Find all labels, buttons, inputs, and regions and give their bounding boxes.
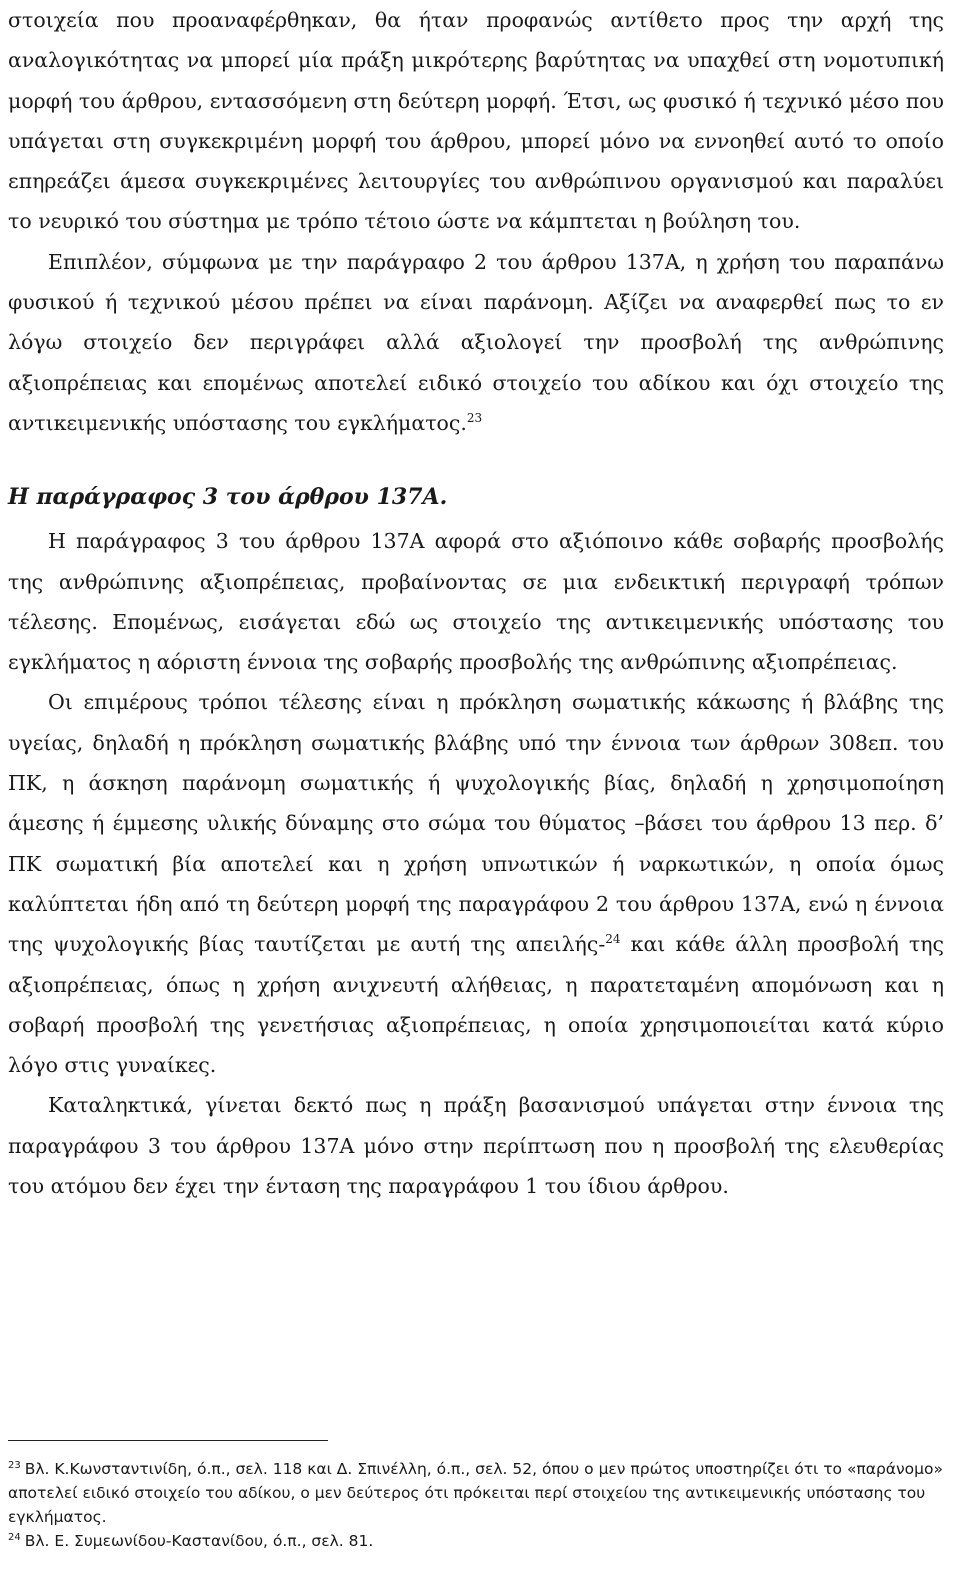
footnote-separator xyxy=(8,1440,328,1441)
footnote-number-23: 23 xyxy=(8,1459,21,1471)
paragraph-1-text: στοιχεία που προαναφέρθηκαν, θα ήταν προφανώς αντίθετο προς την αρχή της αναλογικότητας να μπορεί μία πράξη μικρότερης βαρύτητας να υπαχθεί στη νομοτυπική μορφή του άρθρου, εντασσόμενη στη δεύτερη μορφή. Έτσι, ως φυσικό ή τεχνικό μέσο που υπάγεται στη συγκεκριμένη μορφή του άρθρου, μπορεί μόνο να εννοηθεί αυτό το οποίο επηρεάζει άμεσα συγκεκριμένες λειτουργίες του ανθρώπινου οργανισμού και παραλύει το νευρικό του σύστημα με τρόπο τέτοιο ώστε να κάμπτεται η βούληση του. xyxy=(8,8,944,234)
footnote-text-23: Βλ. Κ.Κωνσταντινίδη, ό.π., σελ. 118 και Δ. Σπινέλλη, ό.π., σελ. 52, όπου ο μεν πρώτος υποστηρίζει ότι το «παράνομο» αποτελεί ειδικό στοιχείο του αδίκου, ο μεν δεύτερος ότι πρόκειται περί στοιχείου της αντικειμενικής υπόστασης του εγκλήματος. xyxy=(8,1460,943,1526)
paragraph-3-text: Η παράγραφος 3 του άρθρου 137Α αφορά στο αξιόποινο κάθε σοβαρής προσβολής της ανθρώπινης αξιοπρέπειας, προβαίνοντας σε μια ενδεικτική περιγραφή τρόπων τέλεσης. Επομένως, εισάγεται εδώ ως στοιχείο της αντικειμενικής υπόστασης του εγκλήματος η αόριστη έννοια της σοβαρής προσβολής της ανθρώπινης αξιοπρέπειας. xyxy=(8,529,944,675)
paragraph-continuation xyxy=(8,0,944,242)
paragraph-2-text: Επιπλέον, σύμφωνα με την παράγραφο 2 του άρθρου 137Α, η χρήση του παραπάνω φυσικού ή τεχνικού μέσου πρέπει να είναι παράνομη. Αξίζει να αναφερθεί πως το εν λόγω στοιχείο δεν περιγράφει αλλά αξιολογεί την προσβολή της ανθρώπινης αξιοπρέπειας και επομένως αποτελεί ειδικό στοιχείο του αδίκου και όχι στοιχείο της αντικειμενικής υπόστασης του εγκλήματος. xyxy=(8,249,944,435)
footnote-ref-24: 24 xyxy=(605,932,621,947)
paragraph-5-text: Καταληκτικά, γίνεται δεκτό πως η πράξη βασανισμού υπάγεται στην έννοια της παραγράφου 3 του άρθρου 137Α μόνο στην περίπτωση που η προσβολή της ελευθερίας του ατόμου δεν έχει την ένταση της παραγράφου 1 του ίδιου άρθρου. xyxy=(8,1093,944,1199)
footnote-number-24: 24 xyxy=(8,1531,21,1543)
footnote-23 xyxy=(8,1457,944,1529)
paragraph-5 xyxy=(8,1085,944,1206)
paragraph-2 xyxy=(8,242,944,443)
footnotes-section xyxy=(8,1440,944,1553)
paragraph-4 xyxy=(8,682,944,1085)
paragraph-4-text-b: και κάθε άλλη προσβολή της αξιοπρέπειας, όπως η χρήση ανιχνευτή αλήθειας, η παρατεταμένη απομόνωση και η σοβαρή προσβολή της γενετήσιας αξιοπρέπειας, η οποία χρησιμοποιείται κατά κύριο λόγο στις γυναίκες. xyxy=(8,932,944,1078)
footnote-text-24: Βλ. Ε. Συμεωνίδου-Καστανίδου, ό.π., σελ. 81. xyxy=(24,1532,374,1550)
document-page xyxy=(8,0,944,1206)
document-body xyxy=(8,0,944,1206)
footnote-24 xyxy=(8,1529,944,1553)
footnote-ref-23: 23 xyxy=(466,411,483,426)
paragraph-4-text-a: Οι επιμέρους τρόποι τέλεσης είναι η πρόκληση σωματικής κάκωσης ή βλάβης της υγείας, δηλαδή η πρόκληση σωματικής βλάβης υπό την έννοια των άρθρων 308επ. του ΠΚ, η άσκηση παράνομη σωματικής ή ψυχολογικής βίας, δηλαδή η χρησιμοποίηση άμεσης ή έμμεσης υλικής δύναμης στο σώμα του θύματος –βάσει του άρθρου 13 περ. δ’ ΠΚ σωματική βία αποτελεί και η χρήση υπνωτικών ή ναρκωτικών, η οποία όμως καλύπτεται ήδη από τη δεύτερη μορφή της παραγράφου 2 του άρθρου 137Α, ενώ η έννοια της ψυχολογικής βίας ταυτίζεται με αυτή της απειλής- xyxy=(8,690,944,957)
paragraph-3 xyxy=(8,521,944,682)
section-heading: Η παράγραφος 3 του άρθρου 137Α. xyxy=(8,484,448,511)
